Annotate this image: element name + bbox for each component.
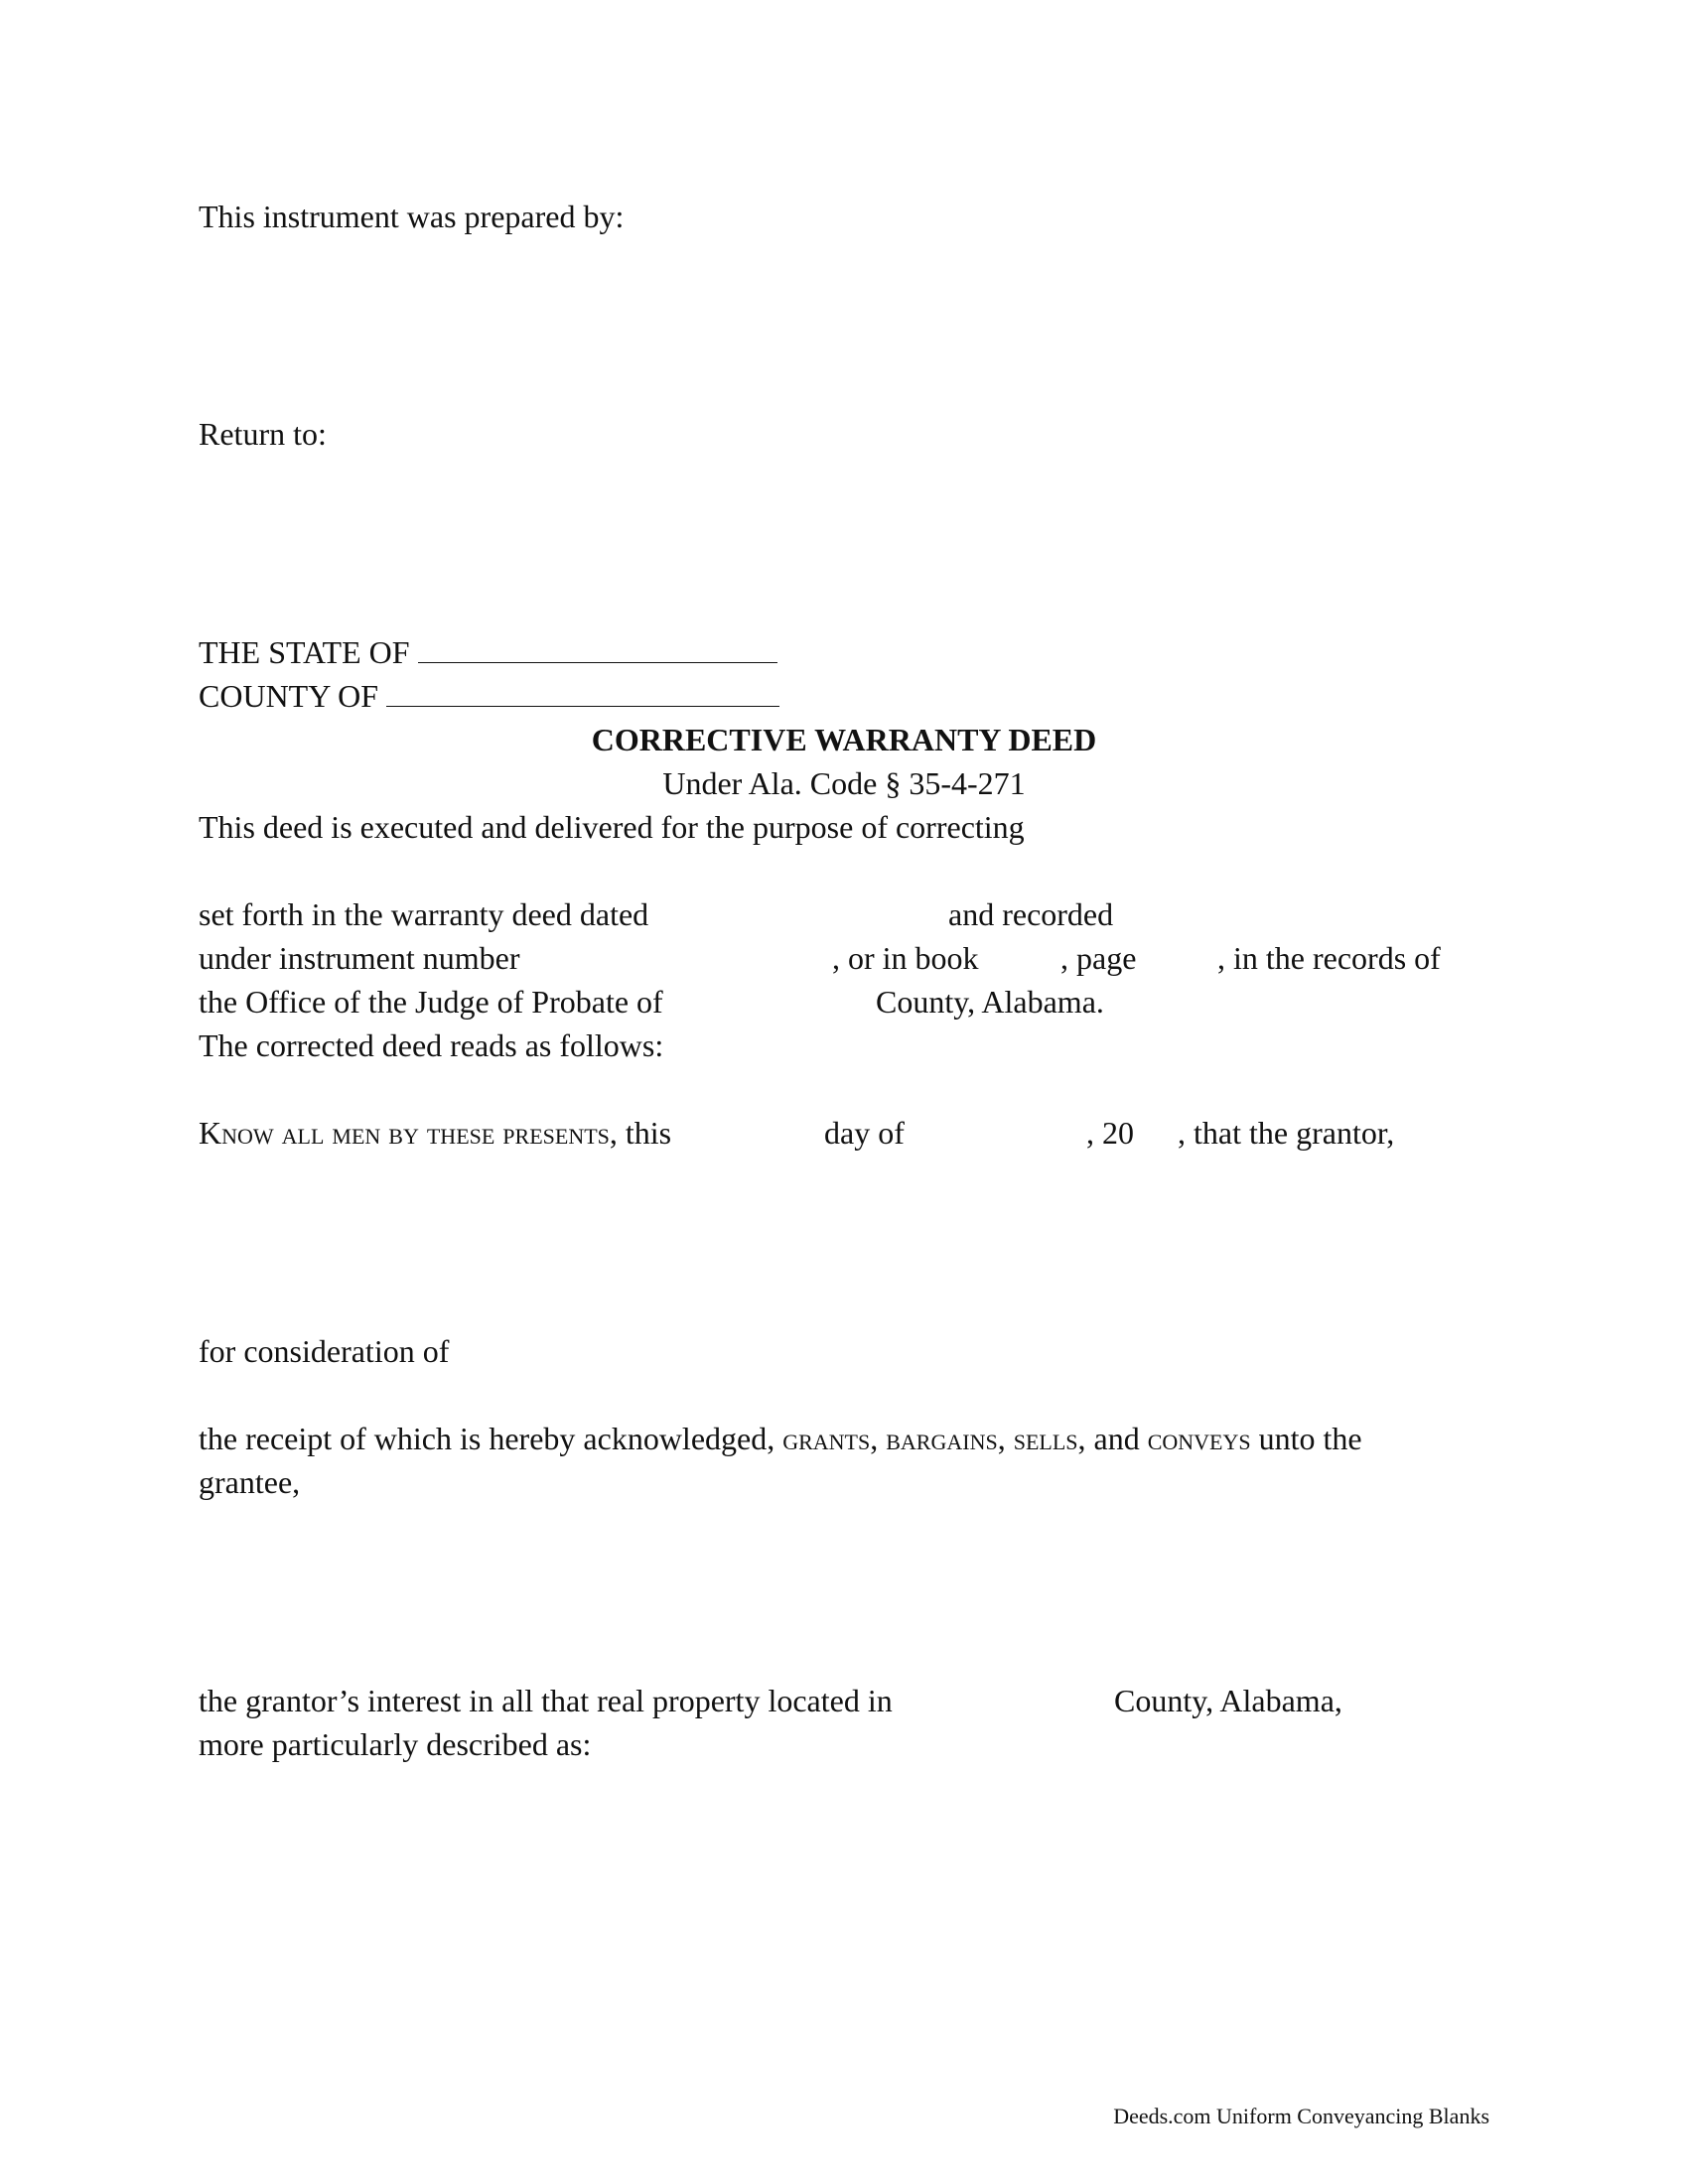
consideration-text: for consideration of <box>199 1333 450 1369</box>
know-all-lead <box>199 1111 671 1155</box>
deed-subtitle: Under Ala. Code § 35-4-271 <box>662 765 1026 801</box>
or-in-book-text: , or in book <box>832 940 979 976</box>
sells-word: sells <box>1013 1421 1078 1456</box>
county-blank[interactable] <box>386 676 779 707</box>
in-records-of-text: , in the records of <box>1217 940 1441 976</box>
bargains-word: bargains <box>886 1421 998 1456</box>
receipt-comma2: , <box>997 1421 1014 1456</box>
probate-office-text: the Office of the Judge of Probate of <box>199 984 663 1020</box>
state-blank[interactable] <box>418 632 777 663</box>
receipt-comma1: , <box>870 1421 887 1456</box>
receipt-and: , and <box>1077 1421 1148 1456</box>
day-of-text: day of <box>824 1115 905 1151</box>
page-text: , page <box>1060 940 1137 976</box>
set-forth-text: set forth in the warranty deed dated <box>199 896 649 932</box>
county-label: COUNTY OF <box>199 678 379 714</box>
purpose-text: This deed is executed and delivered for the purpose of correcting <box>199 809 1025 845</box>
and-recorded-text: and recorded <box>948 896 1114 932</box>
state-line <box>199 630 777 674</box>
footer-text: Deeds.com Uniform Conveyancing Blanks <box>1113 2104 1489 2128</box>
property-interest-text: the grantor’s interest in all that real property located in <box>199 1683 893 1718</box>
property-county-alabama-text: County, Alabama, <box>1114 1683 1342 1718</box>
grants-word: grants <box>782 1421 871 1456</box>
year-prefix-text: , 20 <box>1086 1115 1134 1151</box>
reads-as-follows-text: The corrected deed reads as follows: <box>199 1027 664 1063</box>
state-label: THE STATE OF <box>199 634 410 670</box>
instrument-number-text: under instrument number <box>199 940 520 976</box>
receipt-part1: the receipt of which is hereby acknowledged, <box>199 1421 783 1456</box>
receipt-line <box>199 1417 1362 1460</box>
prepared-by-label: This instrument was prepared by: <box>199 199 625 234</box>
deed-title: CORRECTIVE WARRANTY DEED <box>591 722 1097 757</box>
return-to-label: Return to: <box>199 416 327 452</box>
county-alabama-text: County, Alabama. <box>876 984 1104 1020</box>
grantee-text: grantee, <box>199 1464 301 1500</box>
receipt-unto: unto the <box>1250 1421 1362 1456</box>
conveys-word: conveys <box>1147 1421 1251 1456</box>
described-as-text: more particularly described as: <box>199 1726 592 1762</box>
know-all-this: , this <box>609 1115 672 1151</box>
county-line <box>199 674 779 718</box>
know-all-small-caps: Know all men by these presents <box>199 1115 610 1151</box>
grantor-text: , that the grantor, <box>1178 1115 1395 1151</box>
